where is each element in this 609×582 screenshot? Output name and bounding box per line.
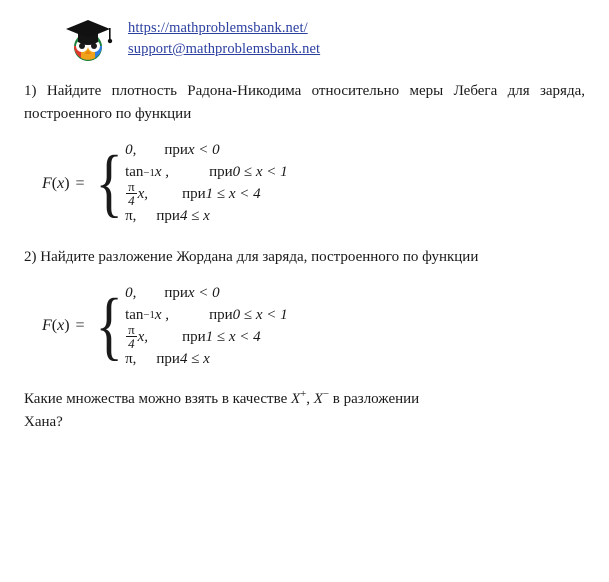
case-cond-expr: 0 ≤ x < 1: [232, 306, 288, 323]
case-value-exp: −1: [143, 309, 155, 322]
case-cond-label: при: [156, 208, 180, 225]
formula-lhs-x: x: [57, 317, 65, 335]
formula-1-lhs: [42, 175, 74, 193]
formula-1-equals: =: [75, 174, 85, 192]
case-cond-expr: 4 ≤ x: [179, 350, 210, 367]
site-url-link[interactable]: https://mathproblemsbank.net/: [128, 20, 308, 36]
case-cond-expr: 4 ≤ x: [179, 208, 210, 225]
case-value-arg: x ,: [154, 306, 170, 323]
formula-2: [42, 282, 585, 370]
case-cond-label: при: [164, 284, 188, 301]
formula-1-brace: {: [95, 141, 123, 226]
case-value-arg: x ,: [154, 164, 170, 181]
formula-2-case-3: [125, 348, 288, 370]
formula-1-cases: [125, 140, 288, 228]
case-cond-expr: x < 0: [187, 284, 220, 301]
pi-over-four-fraction: [126, 180, 137, 208]
case-value-arg: x,: [137, 328, 149, 345]
case-cond-expr: 0 ≤ x < 1: [232, 164, 288, 181]
case-cond-label: при: [164, 142, 188, 159]
case-cond-label: при: [182, 186, 206, 203]
formula-2-lhs: [42, 317, 74, 335]
formula-lhs-paren-close: ): [64, 174, 70, 192]
question-comma: ,: [306, 391, 314, 408]
pi-over-four-fraction: [126, 323, 137, 351]
x-minus-superscript: −: [322, 388, 330, 401]
formula-2-case-1: [125, 304, 288, 326]
case-value-exp: −1: [143, 166, 155, 179]
case-value: π,: [125, 208, 137, 225]
formula-lhs-f: F: [42, 174, 52, 192]
case-value: π,: [125, 350, 137, 367]
fraction-denominator: 4: [128, 193, 135, 209]
formula-lhs-paren-open: (: [51, 317, 58, 335]
support-email-link[interactable]: support@mathproblemsbank.net: [128, 41, 321, 58]
case-cond-label: при: [209, 164, 233, 181]
case-cond-label: при: [156, 350, 180, 367]
fraction-numerator: π: [128, 321, 135, 337]
document-header: [60, 14, 585, 66]
formula-2-case-0: [125, 282, 288, 304]
graduation-cap-owl-logo-icon: [60, 14, 116, 66]
x-plus-symbol: X: [291, 391, 301, 408]
case-cond-expr: 1 ≤ x < 4: [205, 186, 261, 203]
formula-lhs-paren-close: ): [64, 317, 70, 335]
problem-2-text: 2) Найдите разложение Жордана для заряда, построенного по функции: [24, 248, 479, 265]
case-cond-expr: 1 ≤ x < 4: [205, 328, 261, 345]
x-minus-symbol: X: [313, 391, 323, 408]
formula-1-case-2: [125, 178, 288, 209]
formula-2-brace: {: [95, 283, 123, 368]
formula-1-case-3: [125, 206, 288, 228]
formula-lhs-x: x: [57, 174, 65, 192]
question-text-line2: Хана?: [24, 414, 63, 431]
closing-question: [24, 386, 585, 434]
formula-1: [42, 140, 585, 228]
case-value: 0,: [125, 284, 137, 301]
case-cond-label: при: [209, 306, 233, 323]
case-value-fn: tan: [125, 306, 144, 323]
formula-lhs-f: F: [42, 317, 52, 335]
case-value: 0,: [125, 142, 137, 159]
fraction-denominator: 4: [128, 335, 135, 351]
formula-2-equals: =: [75, 317, 85, 335]
formula-lhs-paren-open: (: [51, 174, 58, 192]
problem-1-text: 1) Найдите плотность Радона-Никодима относительно меры Лебега для заряда, построенного по функции: [24, 83, 585, 122]
contact-links: [128, 14, 320, 60]
formula-2-cases: [125, 282, 288, 370]
case-cond-label: при: [182, 328, 206, 345]
formula-2-case-2: [125, 321, 288, 351]
case-cond-expr: x < 0: [187, 142, 220, 159]
formula-1-case-0: [125, 140, 288, 162]
case-value-arg: x,: [137, 186, 149, 203]
formula-1-case-1: [125, 162, 288, 184]
question-text-before: Какие множества можно взять в качестве: [24, 391, 291, 408]
question-text-after: в разложении: [329, 391, 420, 408]
case-value-fn: tan: [125, 164, 144, 181]
x-plus-superscript: +: [300, 388, 307, 401]
fraction-numerator: π: [128, 178, 135, 194]
